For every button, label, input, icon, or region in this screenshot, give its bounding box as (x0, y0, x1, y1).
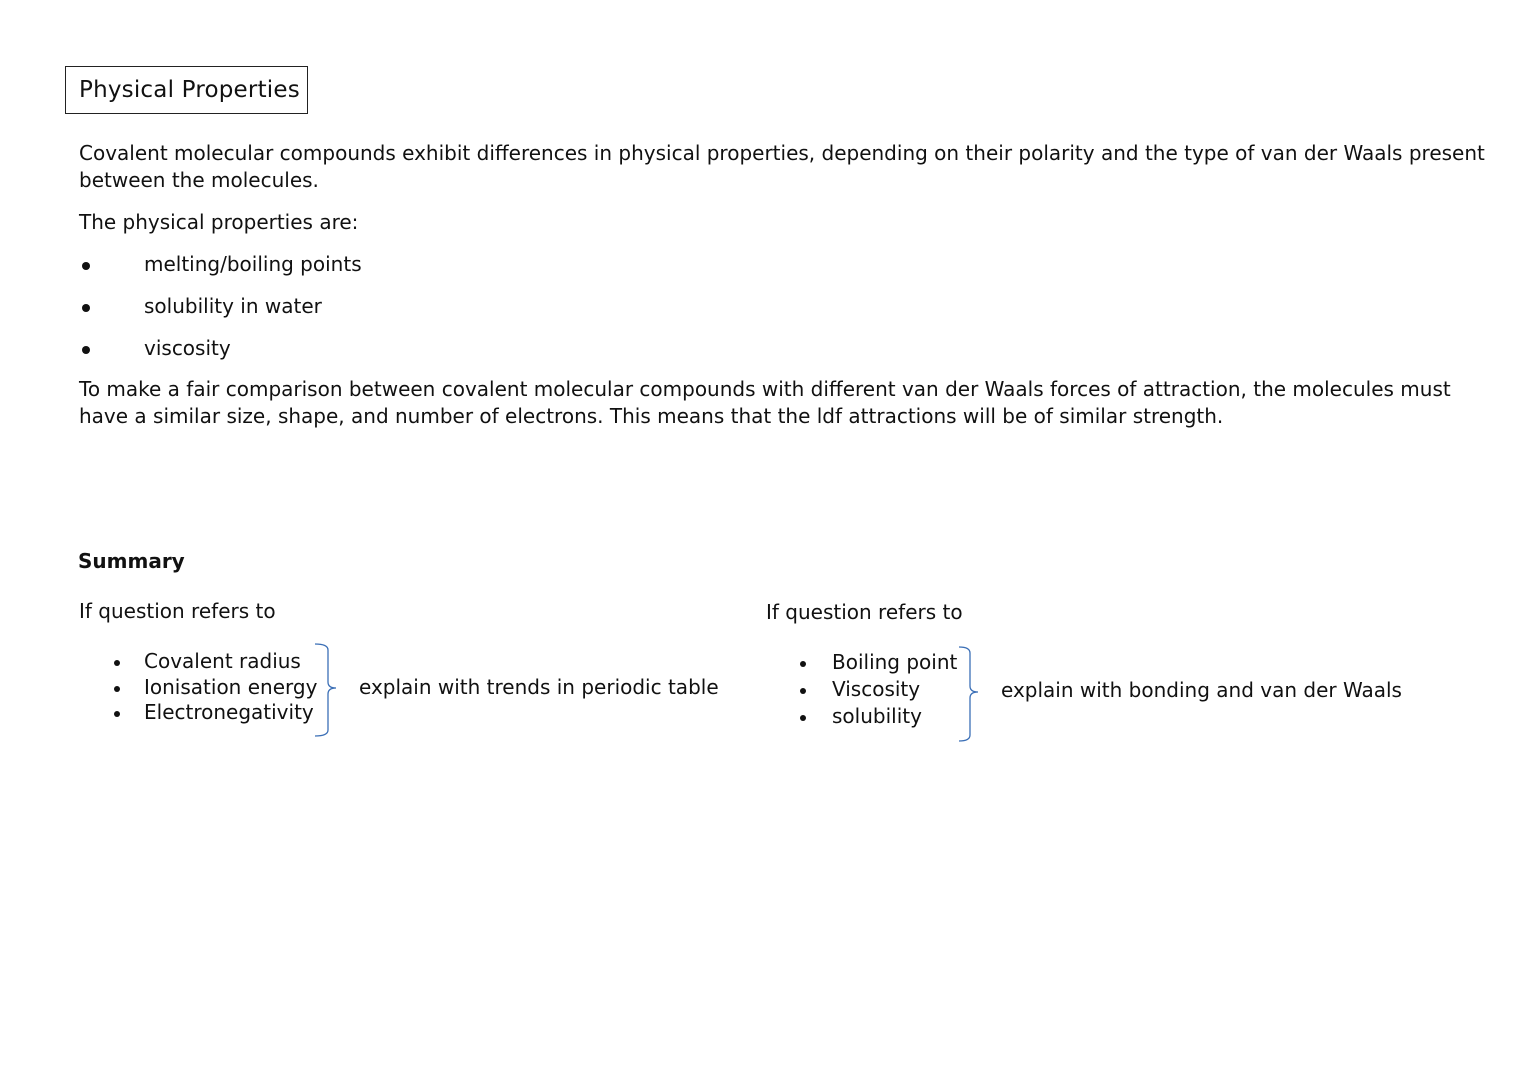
summary-right-item: Viscosity (832, 677, 921, 701)
bullet-icon (82, 346, 90, 354)
page-title: Physical Properties (79, 77, 300, 103)
right-brace-icon (956, 645, 980, 743)
bullet-icon (114, 660, 120, 666)
bullet-icon (82, 262, 90, 270)
intro-line-2: between the molecules. (79, 168, 319, 192)
bullet-icon (114, 686, 120, 692)
summary-right-prompt: If question refers to (766, 600, 963, 624)
intro-line-1: Covalent molecular compounds exhibit differences in physical properties, depending on their polarity and the type of van der Waals present (79, 141, 1485, 165)
summary-right-explanation: explain with bonding and van der Waals (1001, 678, 1402, 702)
bullet-icon (800, 715, 806, 721)
summary-left-explanation: explain with trends in periodic table (359, 675, 719, 699)
summary-right-item: Boiling point (832, 650, 958, 674)
summary-left-prompt: If question refers to (79, 599, 276, 623)
summary-left-item: Electronegativity (144, 700, 314, 724)
list-item-label: viscosity (144, 336, 231, 360)
list-item-label: solubility in water (144, 294, 322, 318)
bullet-icon (114, 711, 120, 717)
bullet-icon (800, 661, 806, 667)
summary-left-item: Covalent radius (144, 649, 301, 673)
summary-right-item: solubility (832, 704, 922, 728)
bullet-icon (82, 304, 90, 312)
bullet-icon (800, 688, 806, 694)
list-item-label: melting/boiling points (144, 252, 362, 276)
summary-left-item: Ionisation energy (144, 675, 318, 699)
comparison-line-1: To make a fair comparison between covalent molecular compounds with different van der Waals forces of attraction, the molecules must (79, 377, 1451, 401)
title-box (65, 66, 308, 114)
comparison-line-2: have a similar size, shape, and number of electrons. This means that the ldf attractions will be of similar strength. (79, 404, 1224, 428)
properties-heading: The physical properties are: (79, 210, 359, 234)
summary-heading: Summary (78, 549, 185, 573)
right-brace-icon (312, 642, 336, 738)
